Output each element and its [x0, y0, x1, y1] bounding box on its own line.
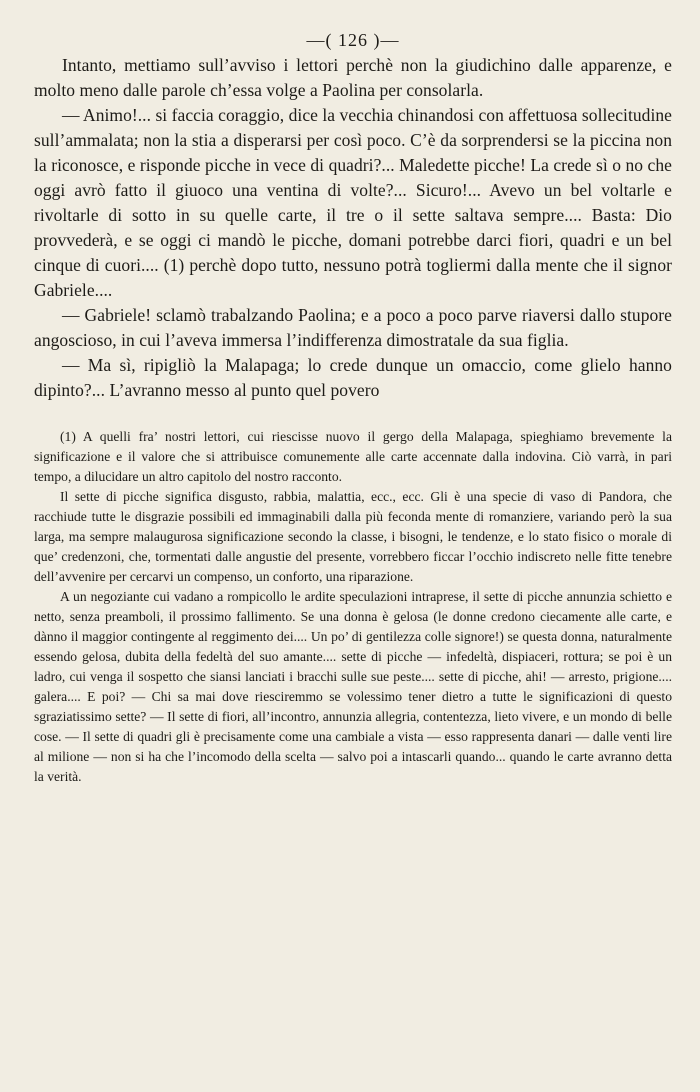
- paragraph: — Animo!... si faccia coraggio, dice la vecchia chinandosi con affettuosa sollecitudine sull’ammalata; non la stia a disperarsi per così poco. C’è da sorprendersi se la piccina non la riconosce, e risponde picche in vece di quadri?... Maledette picche! La crede sì o no che oggi avrò fatto il giuoco una ventina di volte?... Sicuro!... Avevo un bel voltarle e rivoltarle di sotto in su quelle carte, il tre o il sette saltava sempre.... Basta: Dio provvederà, e se oggi ci mandò le picche, domani potrebbe darci fiori, quadri e un bel cinque di cuori.... (1) perchè dopo tutto, nessuno potrà togliermi dalla mente che il signor Gabriele....: [34, 105, 672, 300]
- paragraph: Intanto, mettiamo sull’avviso i lettori perchè non la giudichino dalle apparenze, e molto meno dalle parole ch’essa volge a Paolina per consolarla.: [34, 55, 672, 100]
- page-header: —( 126 )—: [306, 30, 400, 50]
- footnotes: [34, 427, 672, 787]
- paragraph: — Gabriele! sclamò trabalzando Paolina; e a poco a poco parve riaversi dallo stupore angoscioso, in cui l’aveva immersa l’indifferenza dimostratale da sua figlia.: [34, 305, 672, 350]
- paragraph: — Ma sì, ripigliò la Malapaga; lo crede dunque un omaccio, come glielo hanno dipinto?... L’avranno messo al punto quel povero: [34, 355, 672, 400]
- footnote-paragraph: (1) A quelli fra’ nostri lettori, cui riescisse nuovo il gergo della Malapaga, spieghiamo brevemente la significazione e il valore che si attribuisce comunemente alle carte accennate dalla indovina. Ciò varrà, in pari tempo, a dilucidare un altro capitolo del nostro racconto.: [34, 429, 672, 484]
- main-text: [34, 53, 672, 403]
- section-gap: [34, 403, 672, 423]
- footnote-paragraph: A un negoziante cui vadano a rompicollo le ardite speculazioni intraprese, il sette di picche annunzia schietto e netto, senza preamboli, il prossimo fallimento. Se una donna è gelosa (le donne credono ciecamente alle carte, e dànno il maggior contingente al reggimento dei.... Un po’ di gentilezza colle signore!) se questa donna, naturalmente essendo gelosa, dubita della fedeltà del suo amante.... sette di picche — infedeltà, dispiaceri, rottura; se poi è un ladro, cui venga il sospetto che siansi lanciati i bracchi sulle sue peste.... sette di picche, ahi! — arresto, prigione.... galera.... E poi? — Chi sa mai dove riesciremmo se volessimo tener dietro a tutte le significazioni di questo sgraziatissimo sette? — Il sette di fiori, all’incontro, annunzia allegria, contentezza, lieto vivere, e un mondo di belle cose. — Il sette di quadri gli è precisamente come una cambiale a vista — esso rappresenta danari — dalle venti lire al milione — non si ha che l’incomodo della scelta — salvo poi a intascarli quando... quando le carte avranno detta la verità.: [34, 589, 672, 784]
- footnote-paragraph: Il sette di picche significa disgusto, rabbia, malattia, ecc., ecc. Gli è una specie di vaso di Pandora, che racchiude tutte le disgrazie possibili ed immaginabili dalla più feconda mente di romanziere, variando però la sua larga, ma sempre malaugurosa significazione secondo la classe, i bisogni, le tendenze, e lo stato fisico o morale di que’ credenzoni, che, tormentati dalle angustie del presente, vorrebbero ficcar l’occhio indiscreto nelle fitte tenebre dell’avvenire per cercarvi un compenso, un conforto, una riparazione.: [34, 489, 672, 584]
